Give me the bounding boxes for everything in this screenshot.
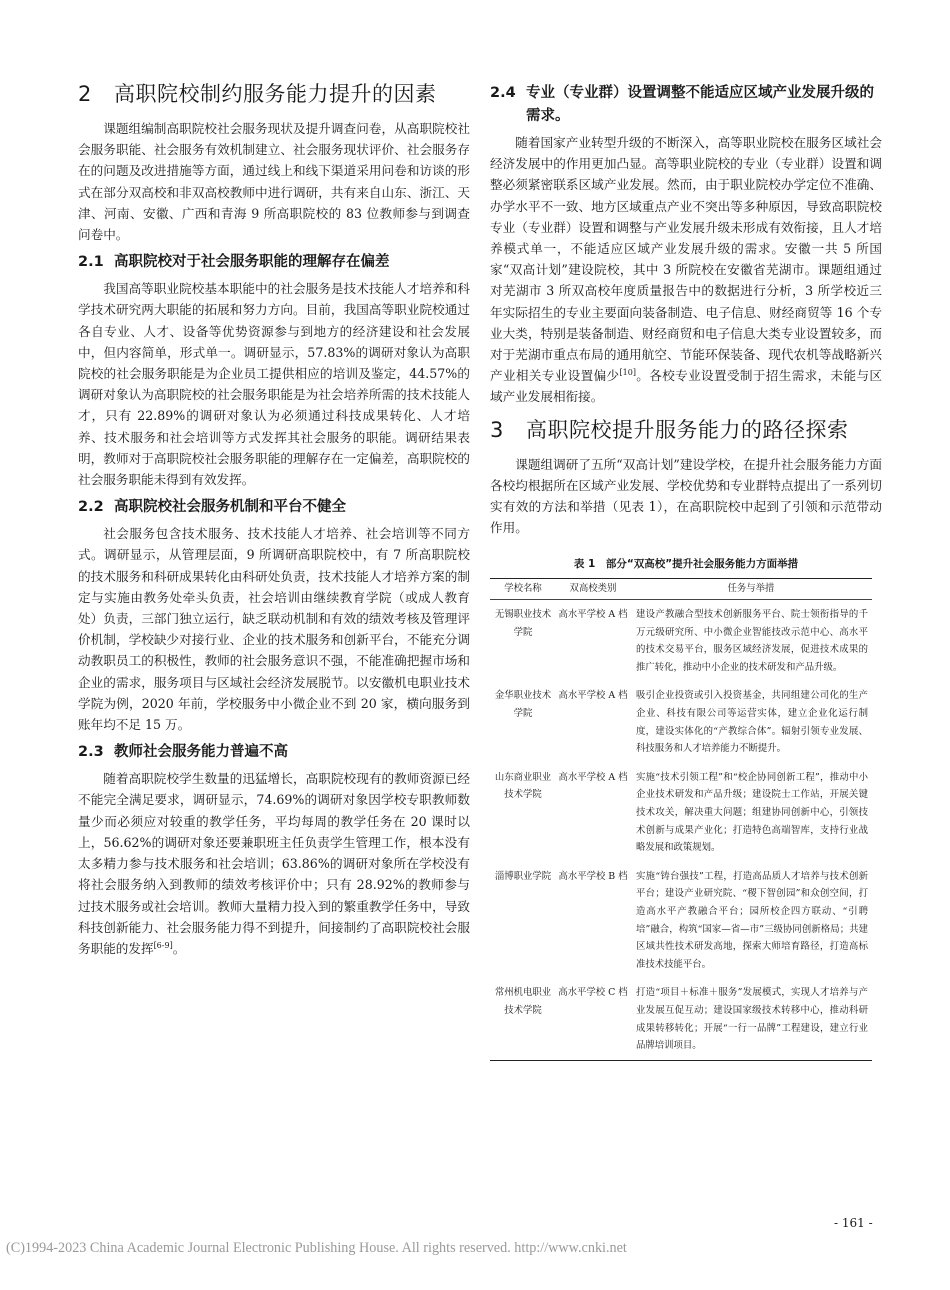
measures-table: [490, 578, 872, 1060]
school-cell: 淄博职业学院: [494, 870, 552, 882]
measures-cell: 实施“技术引领工程”和“校企协同创新工程”，推动中小企业技术研发和产品升级；建设院士工作站，开展关键技术攻关，解决重大问题；组建协同创新中心，引领技术创新与成果产业化；打造特色高端智库，支持行业战略发展和政策规划。: [636, 771, 868, 854]
category-cell: 高水平学校 B 档: [558, 870, 628, 882]
table-caption: 表 1 部分“双高校”提升社会服务能力方面举措: [573, 558, 799, 571]
copyright-footer: (C)1994-2023 China Academic Journal Electronic Publishing House. All rights reserved. http://www.cnki.net: [6, 1240, 627, 1256]
school-cell: 金华职业技术学院: [494, 690, 552, 720]
school-cell: 山东商业职业技术学院: [494, 771, 552, 801]
section-2-4-heading: [490, 82, 882, 128]
section-title: 高职院校制约服务能力提升的因素: [114, 82, 437, 106]
table-row: [490, 978, 872, 1060]
paragraph: 社会服务包含技术服务、技术技能人才培养、社会培训等不同方式。调研显示，从管理层面，9 所调研高职院校中，有 7 所高职院校的技术服务和科研成果转化由科研处负责，技术技能人才培养方案的制定与实施由教务处牵头负责，社会培训由继续教育学院（或成人教育处）负责，三部门独立运行，缺乏联动机制和有效的绩效考核及管理评价机制，学校缺少对接行业、企业的技术服务和创新平台，不能充分调动教职员工的积极性，教师的社会服务意识不强，不能准确把握市场和企业的需求，服务项目与区域社会经济发展脱节。以安徽机电职业技术学院为例，2020 年前，学校服务中小微企业不到 20 家，横向服务到账年均不足 15 万。: [78, 526, 470, 733]
section-title: 高职院校社会服务机制和平台不健全: [114, 499, 346, 516]
category-cell: 高水平学校 C 档: [558, 987, 628, 999]
table-header-row: [490, 579, 872, 600]
table-header: 双高校类别: [556, 579, 630, 600]
section-2-3-heading: [78, 741, 470, 764]
citation: [10]: [619, 368, 636, 378]
paragraph-text: 随着国家产业转型升级的不断深入，高等职业院校在服务区域社会经济发展中的作用更加凸显。高等职业院校的专业（专业群）设置和调整必须紧密联系区域产业发展。然而，由于职业院校办学定位不准确、办学水平不一致、地方区域重点产业不突出等多种原因，导致高职院校专业（专业群）设置和调整与产业发展升级未形成有效衔接，且人才培养模式单一，不能适应区域产业发展升级的需求。安徽一共 5 所国家“双高计划”建设院校，其中 3 所院校在安徽省芜湖市。课题组通过对芜湖市 3 所双高校年度质量报告中的数据进行分析，3 所学校近三年实际招生的专业主要面向装备制造、电子信息、财经商贸等 16 个专业大类，特别是装备制造、财经商贸和电子信息大类专业设置较多，而对于芜湖市重点布局的通用航空、节能环保装备、现代农机等战略新兴产业相关专业设置偏少: [490, 135, 882, 384]
school-cell: 无锡职业技术学院: [494, 609, 552, 638]
measures-cell: 打造“项目＋标准＋服务”发展模式，实现人才培养与产业发展互促互动；建设国家级技术转移中心，推动科研成果转移转化；开展“一行一品牌”工程建设，建立行业品牌培训项目。: [636, 987, 868, 1052]
right-column: [490, 78, 882, 1061]
table-row: [490, 681, 872, 762]
measures-cell: 吸引企业投资或引入投资基金，共同组建公司化的生产企业、科技有限公司等运营实体，建立企业化运行制度，建设实体化的“产教综合体”。辐射引领专业发展、科技服务和人才培养能力不断提升。: [636, 690, 868, 755]
table-row: [490, 862, 872, 979]
table-row: [490, 763, 872, 862]
section-number: 3: [490, 417, 504, 442]
measures-cell: 建设产教融合型技术创新服务平台、院士领衔指导的千万元级研究所、中小微企业智能技改示范中心、高水平的技术交易平台，服务区域经济发展，促进技术成果的推广转化，推动中小企业的技术研发和产品升级。: [636, 609, 868, 673]
category-cell: 高水平学校 A 档: [558, 771, 628, 783]
paragraph: 课题组调研了五所“双高计划”建设学校，在提升社会服务能力方面各校均根据所在区域产业发展、学校优势和专业群特点提出了一系列切实有效的方法和举措（见表 1），在高职院校中起到了引领和示范带动作用。: [490, 456, 882, 536]
section-number: 2: [78, 82, 92, 106]
section-number: 2.1: [78, 254, 104, 271]
section-2-2-heading: [78, 496, 470, 519]
page-number: - 161 -: [834, 1216, 873, 1230]
category-cell: 高水平学校 A 档: [558, 690, 628, 702]
citation: [6-9]: [153, 940, 173, 950]
table-header: 学校名称: [490, 579, 556, 600]
paragraph-text: 随着高职院校学生数量的迅猛增长，高职院校现有的教师资源已经不能完全满足要求，调研显示，74.69%的调研对象因学校专职教师数量少而必须应对较重的教学任务，平均每周的教学任务在 20 课时以上，56.62%的调研对象还要兼职班主任负责学生管理工作，根本没有太多精力参与技术服务和社会培训；63.86%的调研对象所在学校没有将社会服务纳入到教师的绩效考核评价中；只有 28.92%的教师参与过技术服务或社会培训。教师大量精力投入到的繁重教学任务中，导致科技创新能力、社会服务能力得不到提升，间接制约了高职院校社会服务职能的发挥: [78, 771, 470, 956]
paragraph: 我国高等职业院校基本职能中的社会服务是技术技能人才培养和科学技术研究两大职能的拓展和努力方向。目前，我国高等职业院校通过各自专业、人才、设备等优势资源参与到地方的经济建设和社会发展中，但内容简单，形式单一。调研显示，57.83%的调研对象认为高职院校的社会服务职能是为企业员工提供相应的培训及鉴定，44.57%的调研对象认为高职院校的社会服务职能是为社会培养所需的技术技能人才，只有 22.89%的调研对象认为必须通过科技成果转化、人才培养、技术服务和社会培训等方式发挥其社会服务的职能。调研结果表明，教师对于高职院校社会服务职能的理解存在一定偏差，高职院校的社会服务职能未得到有效发挥。: [78, 281, 470, 488]
category-cell: 高水平学校 A 档: [558, 609, 628, 621]
table-row: [490, 600, 872, 682]
table-header: 任务与举措: [630, 579, 872, 600]
paragraph-end: 。: [172, 940, 186, 956]
measures-cell: 实施“铸台强技”工程，打造高品质人才培养与技术创新平台；建设产业研究院、“稷下智创园”和众创空间，打造高水平产教融合平台；园所校企四方联动、“引聘培”融合，构筑“国家—省—市”三级协同创新格局；共建区域共性技术研发高地，探索大师培育路径，打造高标准技术技能平台。: [636, 870, 868, 970]
section-title: 高职院校提升服务能力的路径探索: [526, 417, 849, 442]
school-cell: 常州机电职业技术学院: [494, 987, 552, 1016]
section-number: 2.2: [78, 499, 104, 516]
section-title: 高职院校对于社会服务职能的理解存在偏差: [114, 254, 390, 271]
left-column: [78, 78, 470, 965]
section-number: 2.4: [490, 85, 516, 101]
section-3-heading: [490, 414, 882, 446]
paragraph: [78, 768, 470, 959]
section-title: 教师社会服务能力普遍不高: [114, 744, 288, 761]
paragraph-end: 。各校专业设置受制于招生需求，未能与区域产业发展相衔接。: [490, 368, 883, 405]
paragraph: [490, 132, 882, 408]
section-number: 2.3: [78, 744, 104, 761]
paragraph: 课题组编制高职院校社会服务现状及提升调查问卷，从高职院校社会服务职能、社会服务有效机制建立、社会服务现状评价、社会服务存在的问题及改进措施等方面，通过线上和线下渠道采用问卷和访谈的形式在部分双高校和非双高校教师中进行调研，共有来自山东、浙江、天津、河南、安徽、广西和青海 9 所高职院校的 83 位教师参与到调查问卷中。: [78, 121, 470, 243]
section-2-heading: [78, 78, 470, 110]
section-2-1-heading: [78, 251, 470, 274]
section-title: 专业（专业群）设置调整不能适应区域产业发展升级的需求。: [526, 85, 874, 124]
